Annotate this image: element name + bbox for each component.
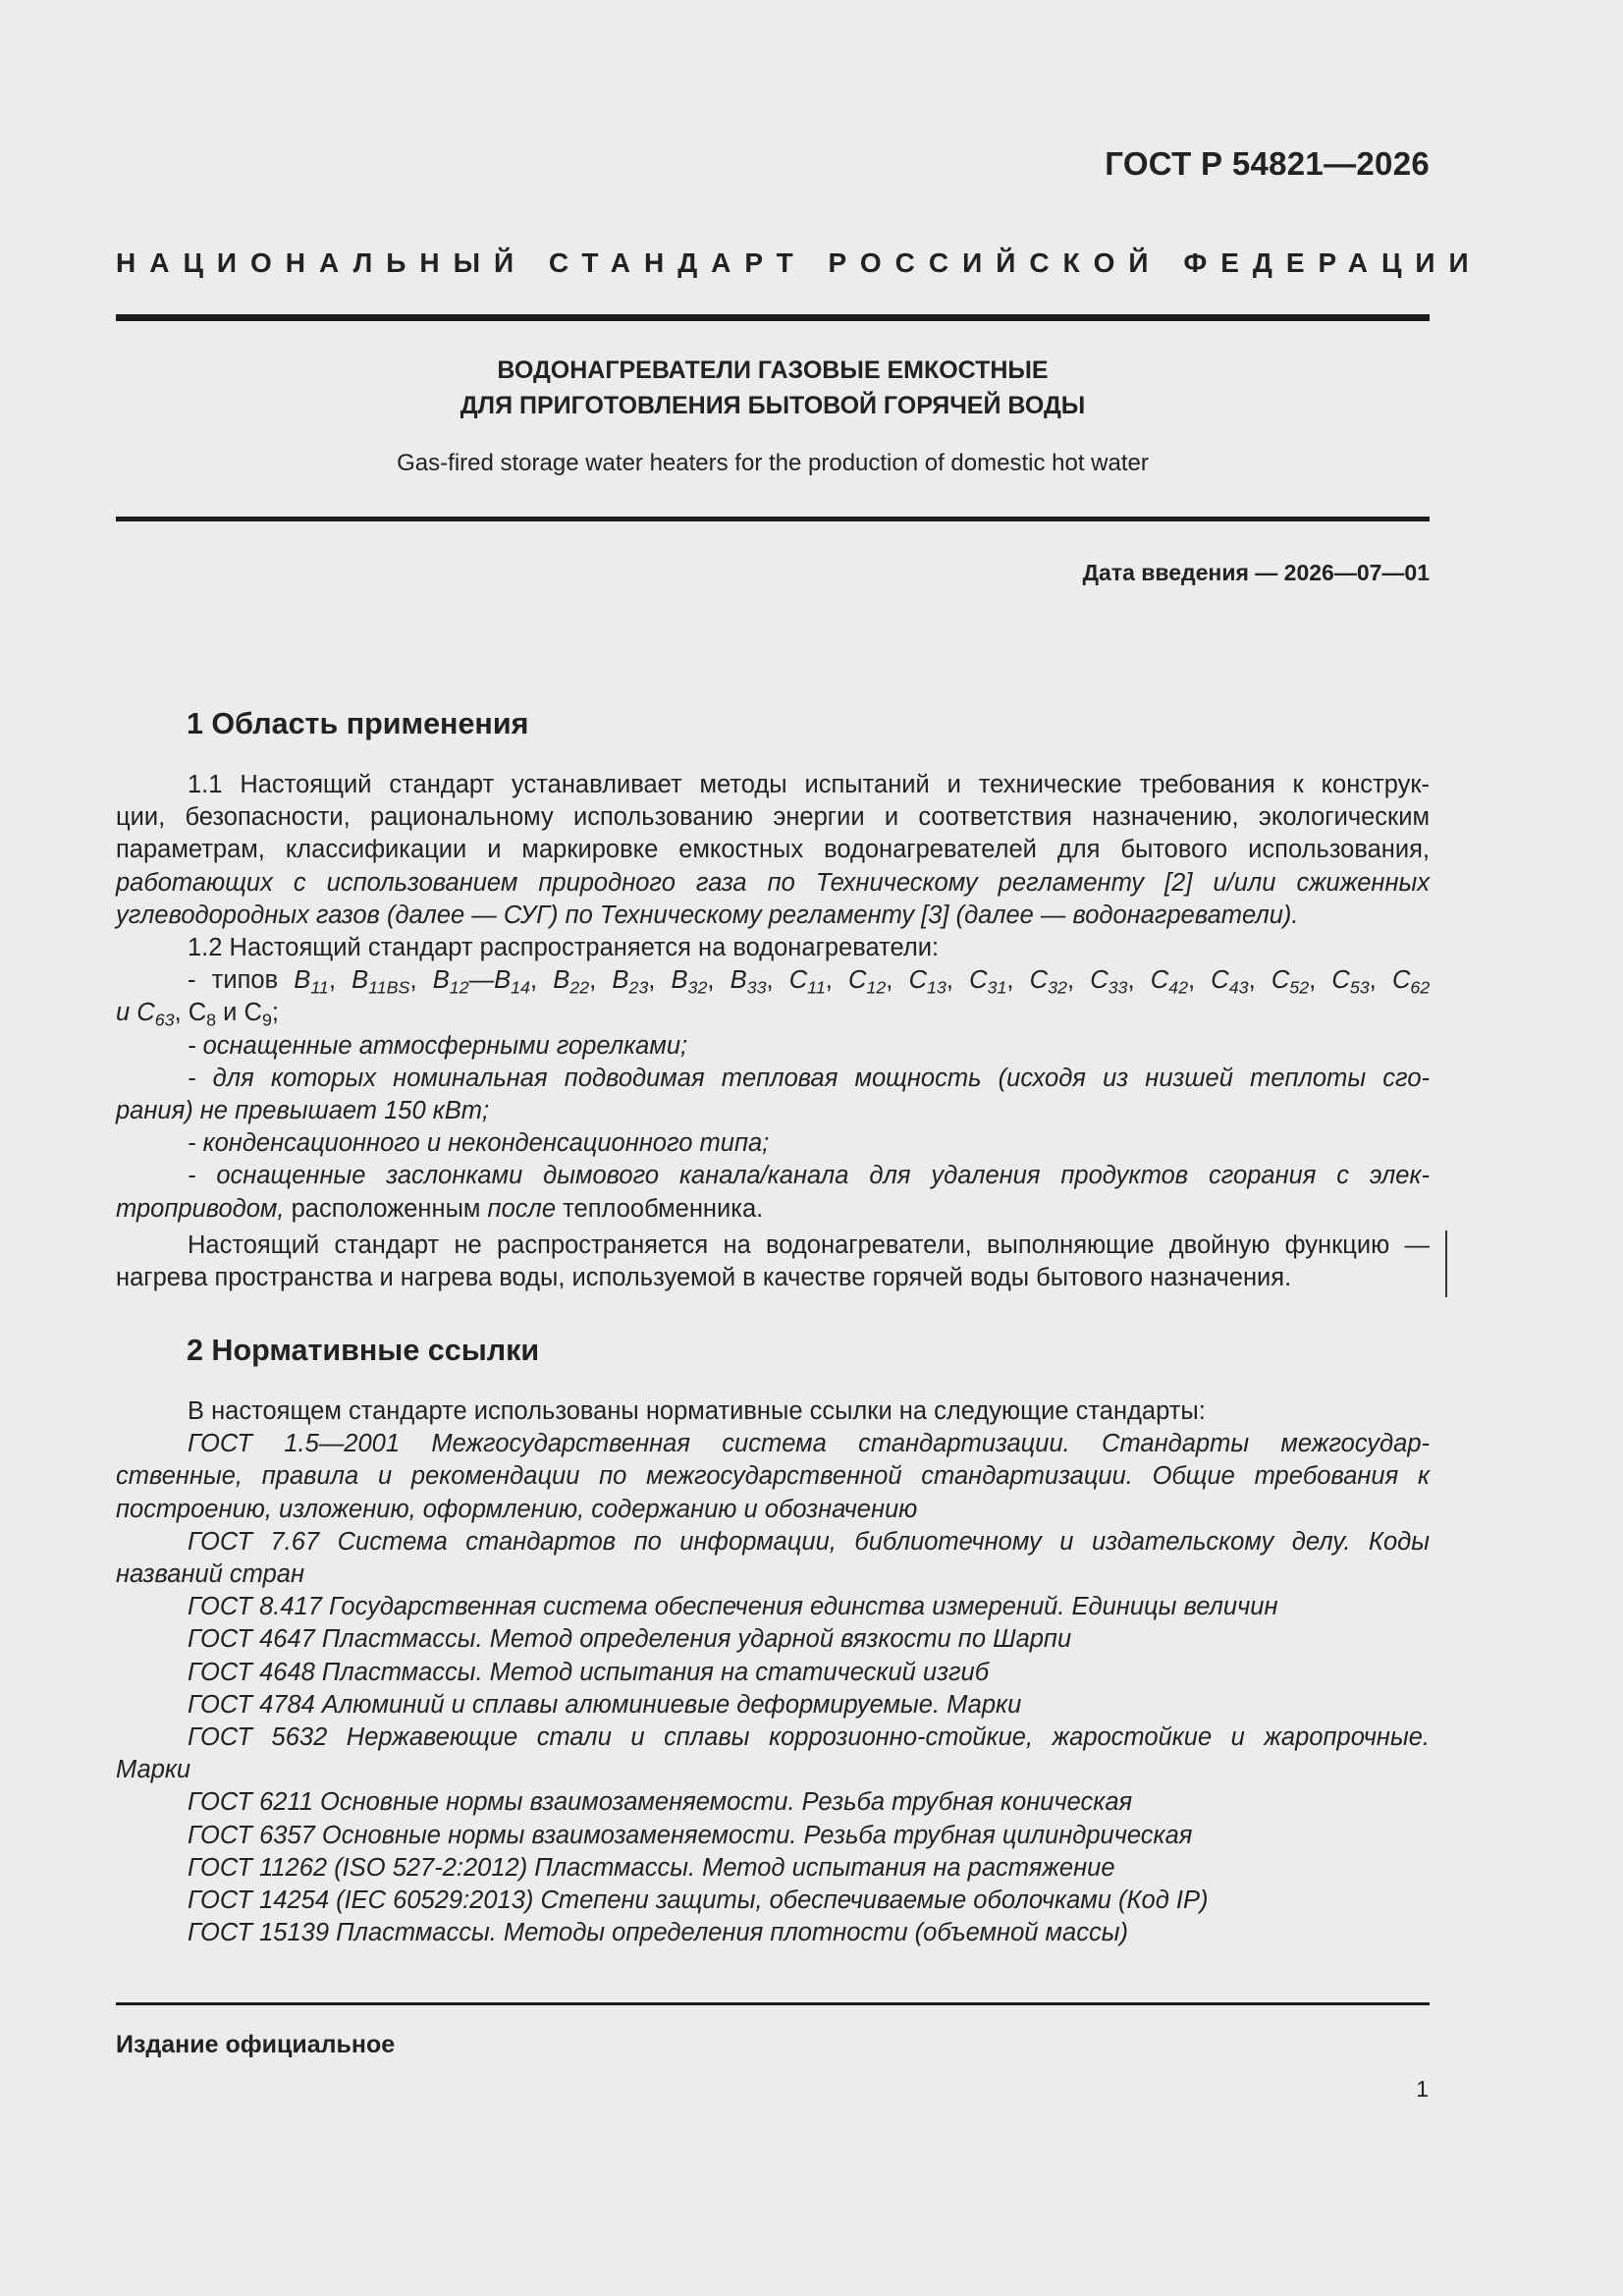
paragraph-1-1-line <box>116 900 1430 932</box>
reference-item: ГОСТ 11262 (ISO 527-2:2012) Пластмассы. Метод испытания на растяжение <box>188 1853 1115 1882</box>
paragraph-1-2: 1.2 Настоящий стандарт распространяется на водонагреватели: <box>188 934 940 962</box>
reference-item: Марки <box>116 1756 191 1784</box>
type-designation: $C_{33}$ <box>1090 966 1128 998</box>
top-rule <box>116 314 1430 321</box>
type-designation: $C_{12}$ <box>848 966 887 998</box>
change-bar <box>1445 1230 1447 1297</box>
type-designation: $C_{13}$ <box>908 966 947 998</box>
types-list: и $C_{63}$, $C_8$ и $C_9$ <box>116 999 272 1031</box>
reference-item: ГОСТ 1.5—2001 Межгосударственная система стандартизации. Стандарты межгосудар- <box>188 1430 1430 1458</box>
paragraph-1-1-line <box>116 867 1430 900</box>
english-title: Gas-fired storage water heaters for the production of domestic hot water <box>397 450 1149 476</box>
type-designation: $C_{31}$ <box>969 966 1007 998</box>
type-designation: $C_{62}$ <box>1391 966 1431 998</box>
paragraph-1-1-line: параметрам, классификации и маркировке емкостных водонагревателей для бытового использования, <box>116 836 1430 864</box>
paragraph-1-1-italic: работающих с использованием природного газа по Техническому регламенту [2] и/или сжиженных <box>116 868 1430 897</box>
reference-item: ГОСТ 6357 Основные нормы взаимозаменяемости. Резьба трубная цилиндрическая <box>188 1821 1193 1849</box>
reference-item: ГОСТ 6211 Основные нормы взаимозаменяемости. Резьба трубная коническая <box>188 1788 1133 1817</box>
document-code: ГОСТ Р 54821—2026 <box>1105 145 1430 182</box>
reference-item: построению, изложению, оформлению, содержанию и обозначению <box>116 1495 918 1523</box>
type-designation: $C_9$ <box>243 999 272 1031</box>
list-item: - оснащенные заслонками дымового канала/канала для удаления продуктов сгорания с элек- <box>188 1162 1430 1190</box>
references-intro: В настоящем стандарте использованы нормативные ссылки на следующие стандарты: <box>188 1397 1206 1425</box>
footer-rule <box>116 2002 1430 2005</box>
type-designation: $B_{14}$ <box>494 966 530 998</box>
type-designation: $B_{22}$ <box>553 966 590 998</box>
section-1-heading: 1 Область применения <box>187 707 529 740</box>
list-item: - оснащенные атмосферными горелками; <box>188 1031 688 1060</box>
list-item: - для которых номинальная подводимая тепловая мощность (исходя из низшей теплоты сго- <box>188 1064 1430 1092</box>
types-line-1: - типов $B_{11}$, $B_{11BS}$, $B_{12}—B_{14}$, $B_{22}$, $B_{23}$, $B_{32}$, $B_{33}$, $C_{11}$, $C_{12}$, $C_{13}$, $C_{31}$, $C_{32}$, $C_{33}$, $C_{42}$, $C_{43}$, $C_{52}$, $C_{53}$, $C_{62}$ <box>188 966 1431 998</box>
reference-item: ГОСТ 5632 Нержавеющие стали и сплавы коррозионно-стойкие, жаростойкие и жаропрочные. <box>188 1723 1430 1752</box>
title-line-2: ДЛЯ ПРИГОТОВЛЕНИЯ БЫТОВОЙ ГОРЯЧЕЙ ВОДЫ <box>460 392 1086 419</box>
type-designation: $C_{11}$ <box>788 966 826 998</box>
reference-item: ственные, правила и рекомендации по межгосударственной стандартизации. Общие требования к <box>116 1462 1430 1491</box>
exclusion-paragraph: Настоящий стандарт не распространяется на водонагреватели, выполняющие двойную функцию — <box>188 1230 1430 1259</box>
reference-item: ГОСТ 4648 Пластмассы. Метод испытания на статический изгиб <box>188 1658 990 1686</box>
paragraph-1-1-line: ции, безопасности, рациональному использованию энергии и соответствия назначению, экологическим <box>116 803 1430 832</box>
document-title <box>116 353 1430 423</box>
title-line-1: ВОДОНАГРЕВАТЕЛИ ГАЗОВЫЕ ЕМКОСТНЫЕ <box>497 356 1049 384</box>
reference-item: ГОСТ 7.67 Система стандартов по информации, библиотечному и издательскому делу. Коды <box>188 1527 1430 1556</box>
type-designation: $B_{11}$ <box>294 966 329 998</box>
list-item-continued: рания) не превышает 150 кВт; <box>116 1097 490 1125</box>
exclusion-paragraph: нагрева пространства и нагрева воды, используемой в качестве горячей воды бытового назначения. <box>116 1264 1292 1292</box>
reference-item: названий стран <box>116 1560 305 1589</box>
national-standard-banner: НАЦИОНАЛЬНЫЙ СТАНДАРТ РОССИЙСКОЙ ФЕДЕРАЦИИ <box>116 247 1483 278</box>
types-line-2: и $C_{63}$, $C_8$ и $C_9$; <box>116 999 279 1031</box>
type-designation: $B_{32}$ <box>671 966 708 998</box>
types-list: $B_{11}$, $B_{11BS}$, $B_{12}—B_{14}$, $B_{22}$, $B_{23}$, $B_{32}$, $B_{33}$, $C_{11}$, $C_{12}$, $C_{13}$, $C_{31}$, $C_{32}$, $C_{33}$, $C_{42}$, $C_{43}$, $C_{52}$, $C_{53}$, $C_{62}$ <box>294 966 1431 998</box>
type-designation: $B_{33}$ <box>730 966 767 998</box>
section-2-heading: 2 Нормативные ссылки <box>187 1334 540 1367</box>
type-designation: $C_{32}$ <box>1029 966 1067 998</box>
reference-item: ГОСТ 4647 Пластмассы. Метод определения ударной вязкости по Шарпи <box>188 1625 1072 1654</box>
reference-item: ГОСТ 4784 Алюминий и сплавы алюминиевые деформируемые. Марки <box>188 1690 1022 1719</box>
list-item: - конденсационного и неконденсационного типа; <box>188 1129 770 1158</box>
type-designation: $B_{11BS}$ <box>352 966 410 998</box>
type-designation: $C_{63}$ <box>136 999 175 1031</box>
title-rule <box>116 517 1430 521</box>
introduction-date: Дата введения — 2026—07—01 <box>1082 560 1430 585</box>
type-designation: $C_{43}$ <box>1211 966 1249 998</box>
section-1-body <box>116 769 1430 1294</box>
reference-item: ГОСТ 15139 Пластмассы. Методы определения плотности (объемной массы) <box>188 1919 1128 1947</box>
type-designation: $C_{53}$ <box>1331 966 1370 998</box>
type-designation: $C_{52}$ <box>1271 966 1310 998</box>
section-2-body <box>116 1395 1430 1949</box>
list-item-continued: троприводом, расположенным после теплообменника. <box>116 1194 764 1223</box>
official-edition-label: Издание официальное <box>116 2031 396 2058</box>
paragraph-1-1-line: 1.1 Настоящий стандарт устанавливает методы испытаний и технические требования к конструк- <box>188 771 1430 798</box>
type-designation: $C_{42}$ <box>1150 966 1189 998</box>
type-designation: $B_{23}$ <box>612 966 649 998</box>
paragraph-1-1-italic: углеводородных газов (далее — СУГ) по Техническому регламенту [3] (далее — водонагреватели). <box>116 901 1299 929</box>
reference-item: ГОСТ 14254 (IEC 60529:2013) Степени защиты, обеспечиваемые оболочками (Код IP) <box>188 1886 1209 1915</box>
type-designation: $C_8$ <box>188 999 217 1031</box>
page-number: 1 <box>1416 2076 1429 2102</box>
reference-item: ГОСТ 8.417 Государственная система обеспечения единства измерений. Единицы величин <box>188 1593 1278 1621</box>
type-designation: $B_{12}$ <box>432 966 469 998</box>
